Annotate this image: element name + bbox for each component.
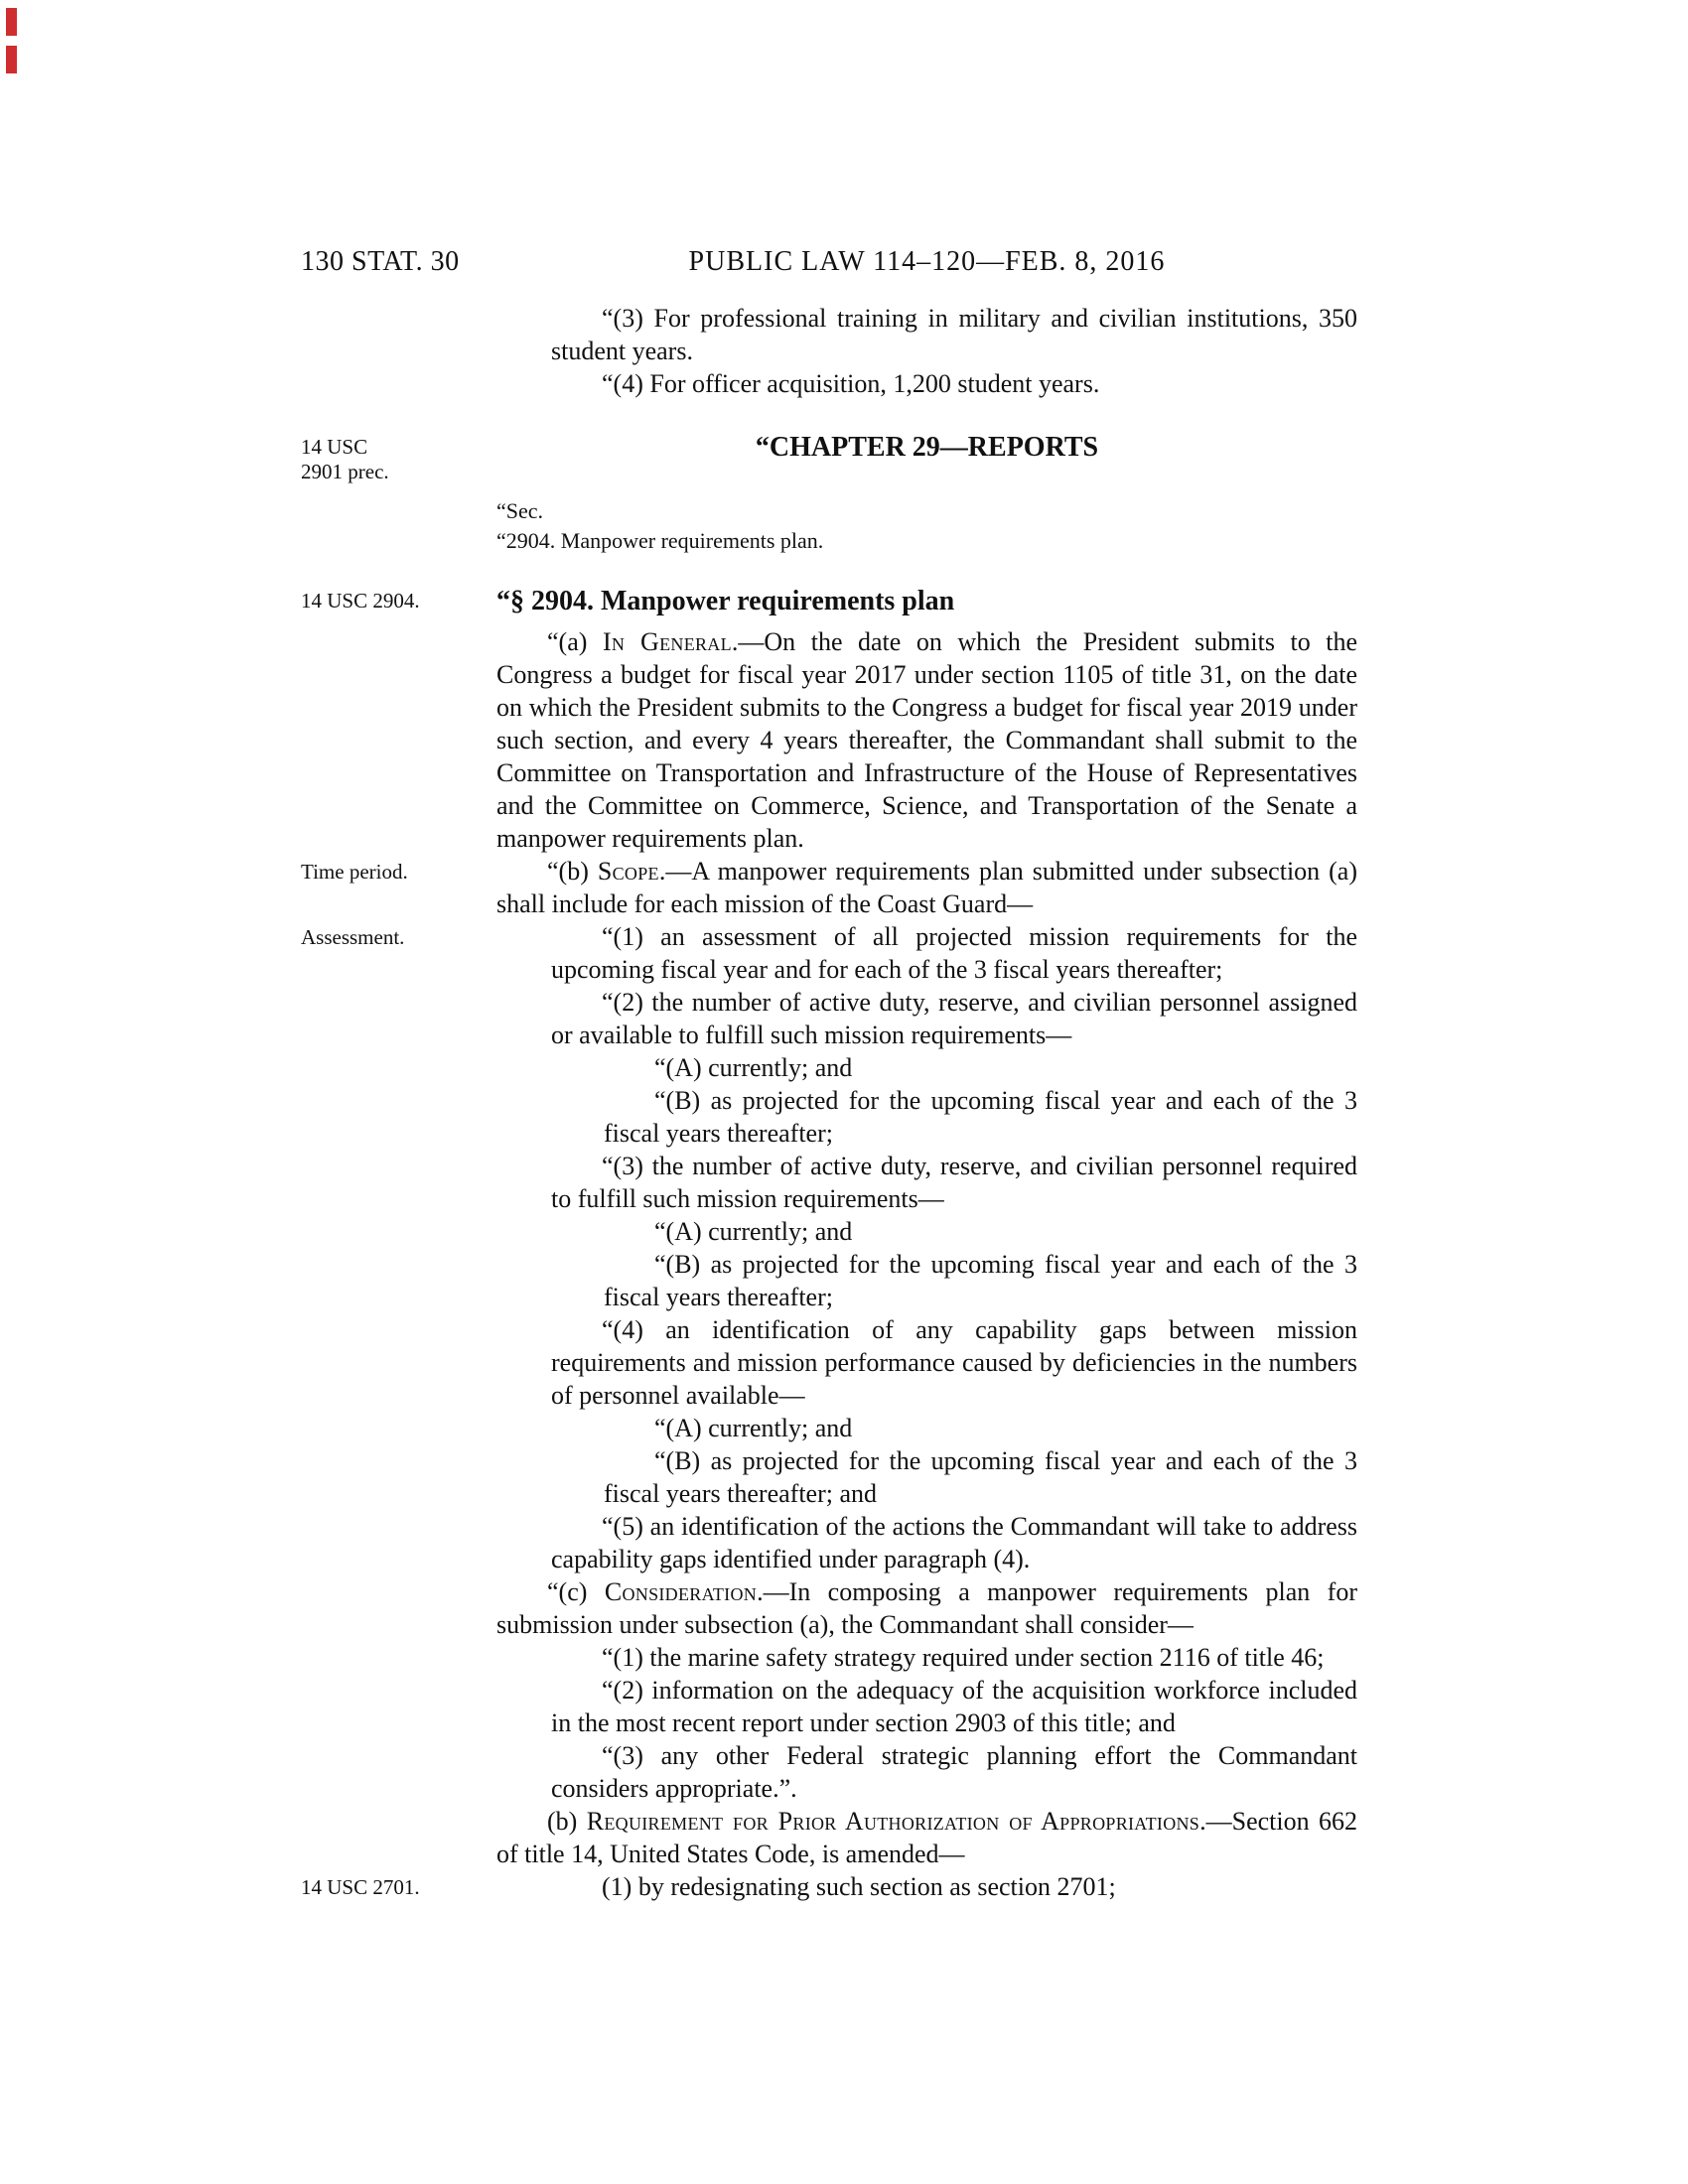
section-heading-2904-row	[301, 584, 1357, 619]
margin-note-line: 2901 prec.	[301, 460, 389, 483]
para-c1-cell	[496, 1641, 1357, 1674]
para-3-cell	[496, 302, 1357, 367]
para-b1-text: “(1) an assessment of all projected mission requirements for the upcoming fiscal year and for each of the 3 fiscal years thereafter;	[551, 922, 1357, 984]
subsec-a-cell	[496, 625, 1357, 855]
para-b2B-text: “(B) as projected for the upcoming fiscal year and each of the 3 fiscal years thereafter;	[604, 1086, 1357, 1148]
subsec-c-text: .—In composing a manpower requirements plan for submission under subsection (a), the Commandant shall consider—	[496, 1577, 1357, 1639]
para-b2B-cell	[496, 1084, 1357, 1150]
para-b4B-cell	[496, 1444, 1357, 1510]
amend-b-text: .—Section 662 of title 14, United States Code, is amended—	[496, 1807, 1357, 1868]
para-c3	[551, 1739, 1357, 1805]
amend-b-row	[301, 1805, 1357, 1870]
para-c2	[551, 1674, 1357, 1739]
para-b2-text: “(2) the number of active duty, reserve, and civilian personnel assigned or available to fulfill such mission requirements—	[551, 988, 1357, 1049]
margin-note-line: 14 USC 2701.	[301, 1875, 420, 1899]
subsec-b-scope-cell	[496, 855, 1357, 920]
para-b2B-row	[301, 1084, 1357, 1150]
margin-gutter	[301, 1805, 496, 1810]
amend-b-text: (b)	[547, 1807, 587, 1836]
toc-sec-label-cell	[496, 496, 1357, 526]
margin-gutter	[301, 625, 496, 630]
para-c2-cell	[496, 1674, 1357, 1739]
para-4	[551, 367, 1357, 400]
scan-registration-mark	[6, 46, 17, 73]
subsec-c-cell	[496, 1575, 1357, 1641]
amend-b1	[551, 1870, 1357, 1903]
para-b3A-cell	[496, 1215, 1357, 1248]
para-b4A-text: “(A) currently; and	[654, 1414, 853, 1442]
chapter-heading-cell	[496, 430, 1357, 466]
margin-gutter	[301, 496, 496, 501]
section-heading-2904-text: “§ 2904. Manpower requirements plan	[496, 586, 955, 616]
para-b4B-text: “(B) as projected for the upcoming fiscal year and each of the 3 fiscal years thereafter; and	[604, 1446, 1357, 1508]
para-b4-cell	[496, 1313, 1357, 1412]
margin-gutter	[301, 1215, 496, 1220]
para-b4-row	[301, 1313, 1357, 1412]
para-b2-cell	[496, 986, 1357, 1051]
amend-b1-text: (1) by redesignating such section as section 2701;	[602, 1872, 1116, 1901]
margin-gutter	[301, 1150, 496, 1155]
para-b3-text: “(3) the number of active duty, reserve, and civilian personnel required to fulfill such mission requirements—	[551, 1152, 1357, 1213]
para-b4-text: “(4) an identification of any capability gaps between mission requirements and mission performance caused by deficiencies in the numbers of personnel available—	[551, 1315, 1357, 1410]
para-c2-row	[301, 1674, 1357, 1739]
para-b3-cell	[496, 1150, 1357, 1215]
para-b2A-cell	[496, 1051, 1357, 1084]
toc-entry-2904-row	[301, 526, 1357, 556]
subsec-b-scope-row	[301, 855, 1357, 920]
para-b3B-row	[301, 1248, 1357, 1313]
para-c1-row	[301, 1641, 1357, 1674]
chapter-heading	[496, 430, 1357, 466]
chapter-heading-row	[301, 430, 1357, 484]
subsec-b-scope-text: .—A manpower requirements plan submitted under subsection (a) shall include for each mission of the Coast Guard—	[496, 857, 1357, 918]
amend-b	[496, 1805, 1357, 1870]
para-c3-text: “(3) any other Federal strategic planning effort the Commandant considers appropriate.”.	[551, 1741, 1357, 1803]
section-heading-2904	[496, 584, 1357, 619]
amend-b1-margin-note	[301, 1870, 496, 1900]
margin-gutter	[301, 1313, 496, 1318]
amend-b-smallcaps: Requirement for Prior Authorization of Appropriations	[586, 1807, 1200, 1836]
para-b3B-text: “(B) as projected for the upcoming fiscal year and each of the 3 fiscal years thereafter;	[604, 1250, 1357, 1311]
subsec-a-text: “(a)	[547, 627, 603, 656]
para-b4A	[604, 1412, 1357, 1444]
toc-sec-label-row	[301, 496, 1357, 526]
scan-registration-mark	[6, 8, 17, 36]
subsec-c-row	[301, 1575, 1357, 1641]
margin-note-line: 14 USC 2904.	[301, 589, 420, 613]
para-b1	[551, 920, 1357, 986]
margin-gutter	[301, 367, 496, 372]
subsec-b-scope-text: “(b)	[547, 857, 598, 886]
margin-gutter	[301, 526, 496, 531]
para-b2A-text: “(A) currently; and	[654, 1053, 853, 1082]
toc-sec-label	[496, 496, 1357, 526]
para-c3-cell	[496, 1739, 1357, 1805]
para-b5	[551, 1510, 1357, 1575]
para-b2-row	[301, 986, 1357, 1051]
chapter-heading-margin-note	[301, 430, 496, 484]
page-number: 130 STAT. 30	[301, 246, 460, 277]
subsec-c	[496, 1575, 1357, 1641]
para-4-text: “(4) For officer acquisition, 1,200 student years.	[602, 369, 1100, 398]
amend-b-cell	[496, 1805, 1357, 1870]
para-b3A-row	[301, 1215, 1357, 1248]
para-c2-text: “(2) information on the adequacy of the acquisition workforce included in the most recent report under section 2903 of this title; and	[551, 1676, 1357, 1737]
margin-gutter	[301, 1674, 496, 1679]
subsec-c-text: “(c)	[547, 1577, 605, 1606]
section-heading-2904-cell	[496, 584, 1357, 619]
para-3-text: “(3) For professional training in military and civilian institutions, 350 student years.	[551, 304, 1357, 365]
para-3	[551, 302, 1357, 367]
statute-body	[301, 302, 1357, 1903]
subsec-b-scope	[496, 855, 1357, 920]
para-4-cell	[496, 367, 1357, 400]
margin-gutter	[301, 986, 496, 991]
para-b5-cell	[496, 1510, 1357, 1575]
para-3-row	[301, 302, 1357, 367]
margin-gutter	[301, 1641, 496, 1646]
margin-note-line: Time period.	[301, 860, 408, 884]
subsec-c-smallcaps: Consideration	[604, 1577, 758, 1606]
para-b3A	[604, 1215, 1357, 1248]
para-b2A	[604, 1051, 1357, 1084]
margin-note-line: Assessment.	[301, 925, 405, 949]
margin-note-line: 14 USC	[301, 435, 368, 459]
para-c1-text: “(1) the marine safety strategy required under section 2116 of title 46;	[602, 1643, 1325, 1672]
law-title: PUBLIC LAW 114–120—FEB. 8, 2016	[688, 246, 1166, 277]
toc-entry-2904-cell	[496, 526, 1357, 556]
para-b3	[551, 1150, 1357, 1215]
para-b3-row	[301, 1150, 1357, 1215]
margin-gutter	[301, 1412, 496, 1417]
chapter-heading-text: “CHAPTER 29—REPORTS	[755, 432, 1099, 463]
para-b4A-cell	[496, 1412, 1357, 1444]
para-4-row	[301, 367, 1357, 400]
para-b3A-text: “(A) currently; and	[654, 1217, 853, 1246]
para-b3B	[604, 1248, 1357, 1313]
toc-entry-2904	[496, 526, 1357, 556]
subsec-a-smallcaps: In General	[602, 627, 732, 656]
margin-gutter	[301, 1084, 496, 1089]
subsec-b-scope-margin-note	[301, 855, 496, 885]
margin-gutter	[301, 1510, 496, 1515]
section-heading-2904-margin-note	[301, 584, 496, 614]
para-b5-text: “(5) an identification of the actions the Commandant will take to address capability gaps identified under paragraph (4).	[551, 1512, 1357, 1573]
para-b4B	[604, 1444, 1357, 1510]
para-b4A-row	[301, 1412, 1357, 1444]
toc-entry-2904-text: “2904. Manpower requirements plan.	[496, 528, 824, 553]
subsec-b-scope-smallcaps: Scope	[597, 857, 659, 886]
amend-b1-cell	[496, 1870, 1357, 1903]
para-b5-row	[301, 1510, 1357, 1575]
para-b3B-cell	[496, 1248, 1357, 1313]
para-b4B-row	[301, 1444, 1357, 1510]
para-b2B	[604, 1084, 1357, 1150]
para-b1-cell	[496, 920, 1357, 986]
margin-gutter	[301, 1739, 496, 1744]
para-b2	[551, 986, 1357, 1051]
para-c3-row	[301, 1739, 1357, 1805]
para-b1-row	[301, 920, 1357, 986]
margin-gutter	[301, 1248, 496, 1253]
amend-b1-row	[301, 1870, 1357, 1903]
para-b1-margin-note	[301, 920, 496, 950]
margin-gutter	[301, 1444, 496, 1449]
para-c1	[551, 1641, 1357, 1674]
toc-sec-label-text: “Sec.	[496, 498, 544, 523]
para-b4	[551, 1313, 1357, 1412]
margin-gutter	[301, 302, 496, 307]
margin-gutter	[301, 1575, 496, 1580]
subsec-a	[496, 625, 1357, 855]
para-b2A-row	[301, 1051, 1357, 1084]
subsec-a-text: .—On the date on which the President submits to the Congress a budget for fiscal year 2017 under section 1105 of title 31, on the date on which the President submits to the Congress a budget for fiscal year 2019 under such section, and every 4 years thereafter, the Commandant shall submit to the Committee on Transportation and Infrastructure of the House of Representatives and the Committee on Commerce, Science, and Transportation of the Senate a manpower requirements plan.	[496, 627, 1357, 853]
margin-gutter	[301, 1051, 496, 1056]
subsec-a-row	[301, 625, 1357, 855]
